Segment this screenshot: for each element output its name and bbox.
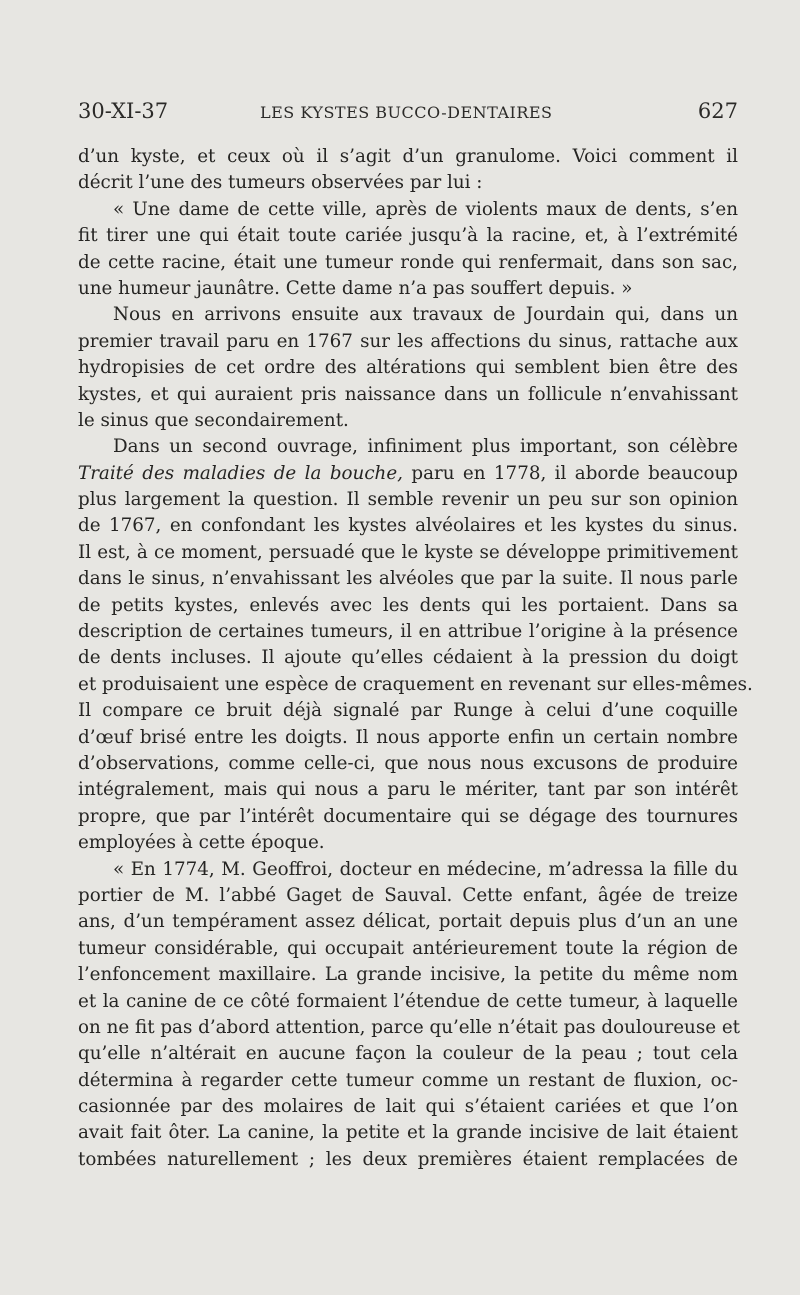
text-line: Nous en arrivons ensuite aux travaux de Jourdain qui, dans un [113,304,738,326]
text-line: propre, que par l’intérêt documentaire qui se dégage des tournures [78,805,738,827]
text-line: plus largement la question. Il semble revenir un peu sur son opinion [78,489,738,511]
text-line: le sinus que secondairement. [78,409,349,431]
text-line: de dents incluses. Il ajoute qu’elles cédaient à la pression du doigt [78,647,738,669]
text-line [78,461,738,487]
page-number: 627 [697,99,738,123]
text-line: qu’elle n’altérait en aucune façon la couleur de la peau ; tout cela [78,1043,738,1065]
text-line: hydropisies de cet ordre des altérations qui semblent bien être des [78,357,738,379]
text-line: employées à cette époque. [78,832,325,854]
text-line: Il compare ce bruit déjà signalé par Runge à celui d’une coquille [78,700,738,722]
text-line: description de certaines tumeurs, il en attribue l’origine à la présence [78,621,738,643]
text-line: de petits kystes, enlevés avec les dents qui les portaient. Dans sa [78,594,738,616]
text-line: tumeur considérable, qui occupait antérieurement toute la région de [78,937,738,959]
text-line: et produisaient une espèce de craquement en revenant sur elles-mêmes. [78,673,753,695]
text-line: « En 1774, M. Geoffroi, docteur en médecine, m’adressa la fille du [113,858,738,880]
text-line: l’enfoncement maxillaire. La grande incisive, la petite du même nom [78,964,738,986]
text-line: d’un kyste, et ceux où il s’agit d’un granulome. Voici comment il [78,146,738,167]
book-title: Traité des maladies de la bouche, [78,462,403,484]
header-date: 30-XI-37 [78,99,169,123]
text-line-rest: paru en 1778, il aborde beaucoup [402,462,738,484]
text-line: « Une dame de cette ville, après de violents maux de dents, s’en [113,198,738,220]
text-line: Dans un second ouvrage, infiniment plus important, son célèbre [113,436,738,458]
text-line: dans le sinus, n’envahissant les alvéoles que par la suite. Il nous parle [78,568,738,590]
text-line: kystes, et qui auraient pris naissance dans un follicule n’envahissant [78,383,738,405]
text-line: d’observations, comme celle-ci, que nous nous excusons de produire [78,752,738,774]
text-line: intégralement, mais qui nous a paru le mériter, tant par son intérêt [78,779,738,801]
text-line: tombées naturellement ; les deux premières étaient remplacées de [78,1148,738,1170]
text-line: fit tirer une qui était toute cariée jusqu’à la racine, et, à l’extrémité [78,225,738,247]
text-line: et la canine de ce côté formaient l’étendue de cette tumeur, à laquelle [78,990,738,1012]
text-line: détermina à regarder cette tumeur comme un restant de fluxion, oc- [78,1069,738,1091]
text-line: de cette racine, était une tumeur ronde qui renfermait, dans son sac, [78,251,738,273]
text-line: décrit l’une des tumeurs observées par lui : [78,172,483,194]
text-line: casionnée par des molaires de lait qui s’étaient cariées et que l’on [78,1096,738,1118]
text-line: avait fait ôter. La canine, la petite et la grande incisive de lait étaient [78,1122,738,1144]
body-text [78,144,753,1173]
header-title: LES KYSTES BUCCO-DENTAIRES [260,103,553,122]
text-line: premier travail paru en 1767 sur les affections du sinus, rattache aux [78,330,738,352]
text-line: d’œuf brisé entre les doigts. Il nous apporte enfin un certain nombre [78,726,738,748]
text-line: une humeur jaunâtre. Cette dame n’a pas souffert depuis. » [78,277,633,299]
running-header [78,99,738,129]
text-line: ans, d’un tempérament assez délicat, portait depuis plus d’un an une [78,911,738,933]
text-line: Il est, à ce moment, persuadé que le kyste se développe primitivement [78,541,738,563]
text-line: on ne fit pas d’abord attention, parce qu’elle n’était pas douloureuse et [78,1016,740,1038]
text-line: de 1767, en confondant les kystes alvéolaires et les kystes du sinus. [78,515,738,537]
text-line: portier de M. l’abbé Gaget de Sauval. Cette enfant, âgée de treize [78,884,738,906]
